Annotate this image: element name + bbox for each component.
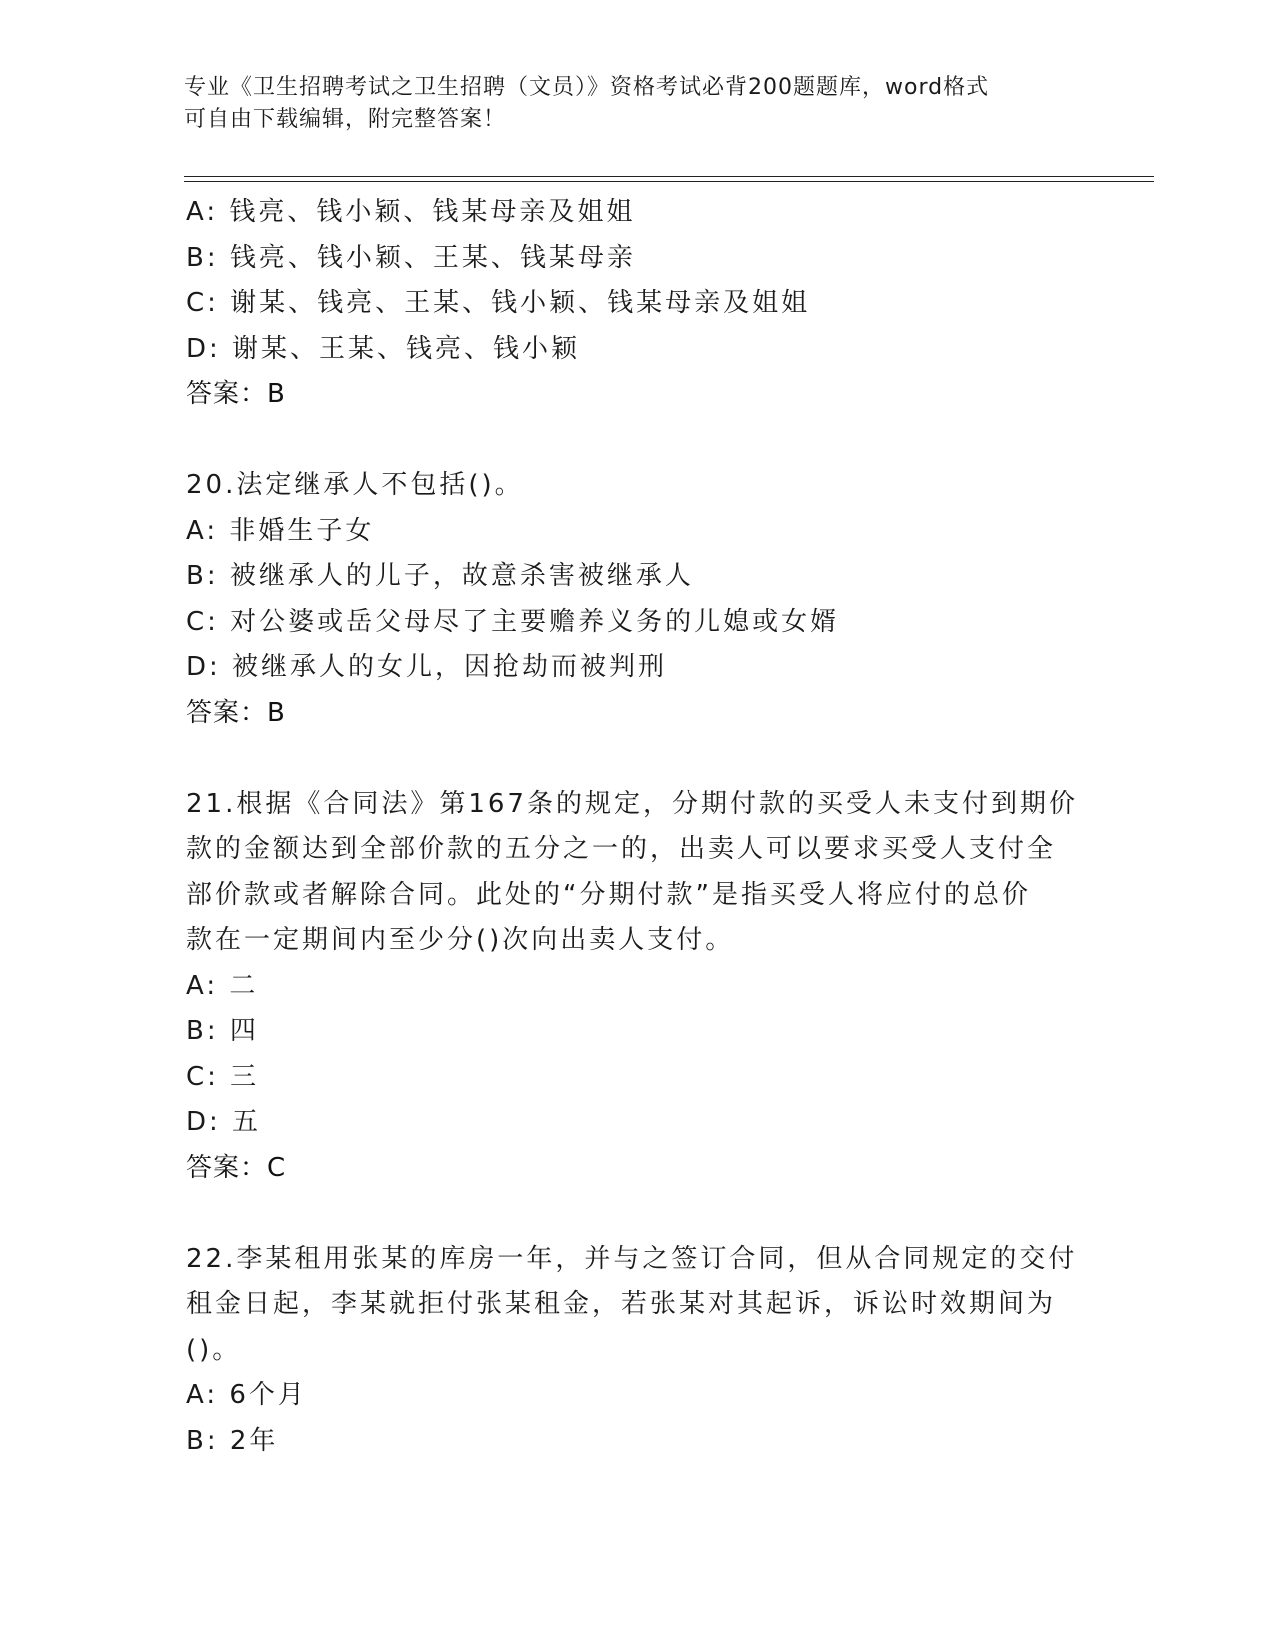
option-b: B: 2年 [186, 1425, 279, 1456]
question-stem-line: 款的金额达到全部价款的五分之一的，出卖人可以要求买受人支付全 [186, 834, 1057, 864]
document-header [184, 72, 1064, 136]
question-list [186, 190, 1086, 1464]
question-21 [186, 782, 1086, 1192]
option-c: C: 三 [186, 1061, 260, 1092]
option-b: B: 四 [186, 1016, 259, 1046]
spacer [186, 418, 1086, 464]
question-stem-line: ()。 [186, 1334, 242, 1365]
option-d: D: 谢某、王某、钱亮、钱小颖 [186, 333, 581, 364]
question-stem-line: 21.根据《合同法》第167条的规定，分期付款的买受人未支付到期价 [186, 788, 1078, 819]
answer-line: 答案：B [186, 379, 286, 409]
spacer [186, 1191, 1086, 1237]
option-a: A: 6个月 [186, 1380, 307, 1410]
option-b: B: 钱亮、钱小颖、王某、钱某母亲 [186, 242, 636, 273]
answer-line: 答案：B [186, 697, 286, 728]
header-title-line-1: 专业《卫生招聘考试之卫生招聘（文员）》资格考试必背200题题库，word格式 [184, 75, 990, 100]
question-20 [186, 463, 1086, 736]
option-c: C: 谢某、钱亮、王某、钱小颖、钱某母亲及姐姐 [186, 288, 811, 318]
option-c: C: 对公婆或岳父母尽了主要赡养义务的儿媳或女婿 [186, 606, 840, 637]
question-stem-line: 租金日起，李某就拒付张某租金，若张某对其起诉，诉讼时效期间为 [186, 1289, 1057, 1319]
question-22 [186, 1237, 1086, 1465]
question-19 [186, 190, 1086, 418]
option-a: A: 钱亮、钱小颖、钱某母亲及姐姐 [186, 197, 636, 227]
option-a: A: 二 [186, 970, 259, 1001]
header-rule-bottom [184, 181, 1154, 182]
question-stem-line: 部价款或者解除合同。此处的“分期付款”是指买受人将应付的总价 [186, 879, 1031, 910]
option-a: A: 非婚生子女 [186, 515, 375, 546]
option-b: B: 被继承人的儿子，故意杀害被继承人 [186, 561, 694, 591]
spacer [186, 736, 1086, 782]
answer-line: 答案：C [186, 1152, 287, 1183]
question-stem-line: 款在一定期间内至少分()次向出卖人支付。 [186, 925, 735, 955]
option-d: D: 五 [186, 1107, 262, 1137]
question-stem: 20.法定继承人不包括()。 [186, 470, 524, 500]
header-title-line-2: 可自由下载编辑，附完整答案！ [184, 107, 507, 132]
header-rule-top [184, 176, 1154, 177]
question-stem-line: 22.李某租用张某的库房一年，并与之签订合同，但从合同规定的交付 [186, 1243, 1078, 1274]
option-d: D: 被继承人的女儿，因抢劫而被判刑 [186, 652, 668, 682]
